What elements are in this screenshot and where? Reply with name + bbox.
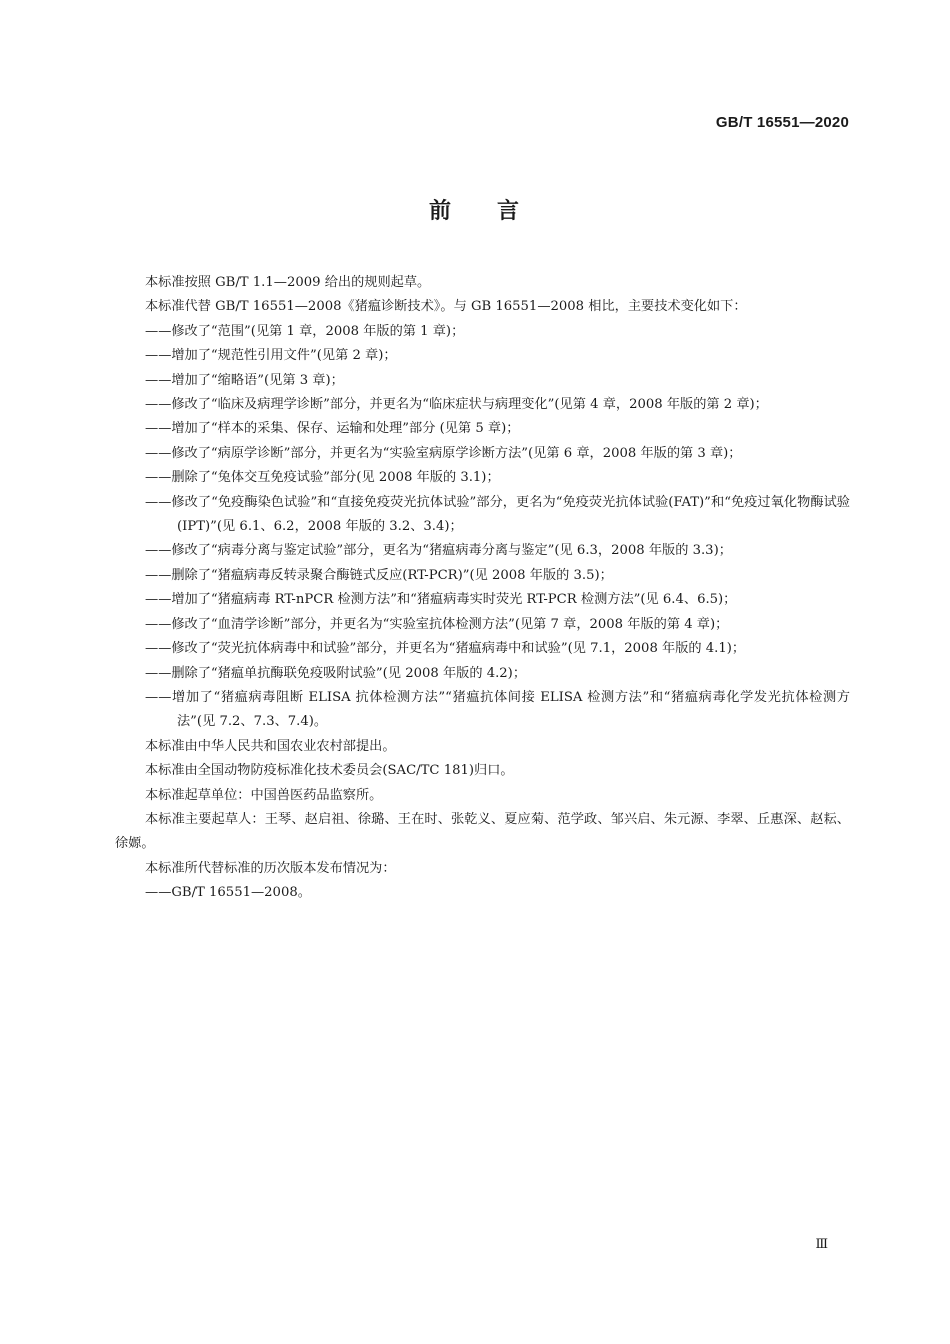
title-char-left: 前	[428, 199, 453, 224]
change-item: ——删除了“猪瘟病毒反转录聚合酶链式反应(RT-PCR)”(见 2008 年版的 3.5)；	[145, 567, 613, 583]
paragraph-replacement: 本标准代替 GB/T 16551—2008《猪瘟诊断技术》。与 GB 16551—2008 相比，主要技术变化如下：	[145, 299, 747, 315]
change-item: ——修改了“病毒分离与鉴定试验”部分，更名为“猪瘟病毒分离与鉴定”(见 6.3，2008 年版的 3.3)；	[145, 543, 732, 559]
change-item: ——修改了“范围”(见第 1 章，2008 年版的第 1 章)；	[145, 323, 465, 339]
change-item: ——增加了“样本的采集、保存、运输和处理”部分 (见第 5 章)；	[145, 421, 520, 437]
paragraph-history-intro: 本标准所代替标准的历次版本发布情况为：	[145, 860, 396, 876]
change-item: ——增加了“规范性引用文件”(见第 2 章)；	[145, 348, 397, 364]
history-item: ——GB/T 16551—2008。	[145, 885, 311, 901]
standard-code: GB/T 16551—2020	[715, 114, 849, 131]
paragraph-drafters: 本标准主要起草人：王琴、赵启祖、徐璐、王在时、张乾义、夏应菊、范学政、邹兴启、朱元源、李翠、丘惠深、赵耘、徐嫄。	[115, 811, 850, 852]
change-item: ——修改了“临床及病理学诊断”部分，并更名为“临床症状与病理变化”(见第 4 章，2008 年版的第 2 章)；	[145, 397, 768, 413]
paragraph-committee: 本标准由全国动物防疫标准化技术委员会(SAC/TC 181)归口。	[145, 763, 514, 779]
title-char-right: 言	[497, 199, 522, 224]
change-item: ——修改了“血清学诊断”部分，并更名为“实验室抗体检测方法”(见第 7 章，2008 年版的第 4 章)；	[145, 616, 729, 632]
page-number: Ⅲ	[815, 1237, 828, 1252]
change-item: ——增加了“猪瘟病毒阻断 ELISA 抗体检测方法”“猪瘟抗体间接 ELISA 检测方法”和“猪瘟病毒化学发光抗体检测方法”(见 7.2、7.3、7.4)。	[145, 689, 850, 730]
paragraph-proposer: 本标准由中华人民共和国农业农村部提出。	[145, 738, 396, 754]
change-item: ——删除了“猪瘟单抗酶联免疫吸附试验”(见 2008 年版的 4.2)；	[145, 665, 527, 681]
page-title	[0, 194, 950, 225]
change-item: ——修改了“荧光抗体病毒中和试验”部分，并更名为“猪瘟病毒中和试验”(见 7.1，2008 年版的 4.1)；	[145, 641, 746, 657]
change-item: ——修改了“免疫酶染色试验”和“直接免疫荧光抗体试验”部分，更名为“免疫荧光抗体试验(FAT)”和“免疫过氧化物酶试验(IPT)”(见 6.1、6.2，2008 年版的 3.2、3.4)；	[145, 494, 850, 535]
paragraph-drafting-rules: 本标准按照 GB/T 1.1—2009 给出的规则起草。	[145, 275, 431, 290]
foreword-body	[115, 271, 850, 906]
change-item: ——删除了“兔体交互免疫试验”部分(见 2008 年版的 3.1)；	[145, 470, 500, 486]
paragraph-drafting-unit: 本标准起草单位：中国兽医药品监察所。	[145, 787, 383, 803]
change-item: ——修改了“病原学诊断”部分，并更名为“实验室病原学诊断方法”(见第 6 章，2008 年版的第 3 章)；	[145, 445, 742, 461]
change-item: ——增加了“猪瘟病毒 RT-nPCR 检测方法”和“猪瘟病毒实时荧光 RT-PCR 检测方法”(见 6.4、6.5)；	[145, 592, 737, 608]
change-item: ——增加了“缩略语”(见第 3 章)；	[145, 372, 344, 388]
